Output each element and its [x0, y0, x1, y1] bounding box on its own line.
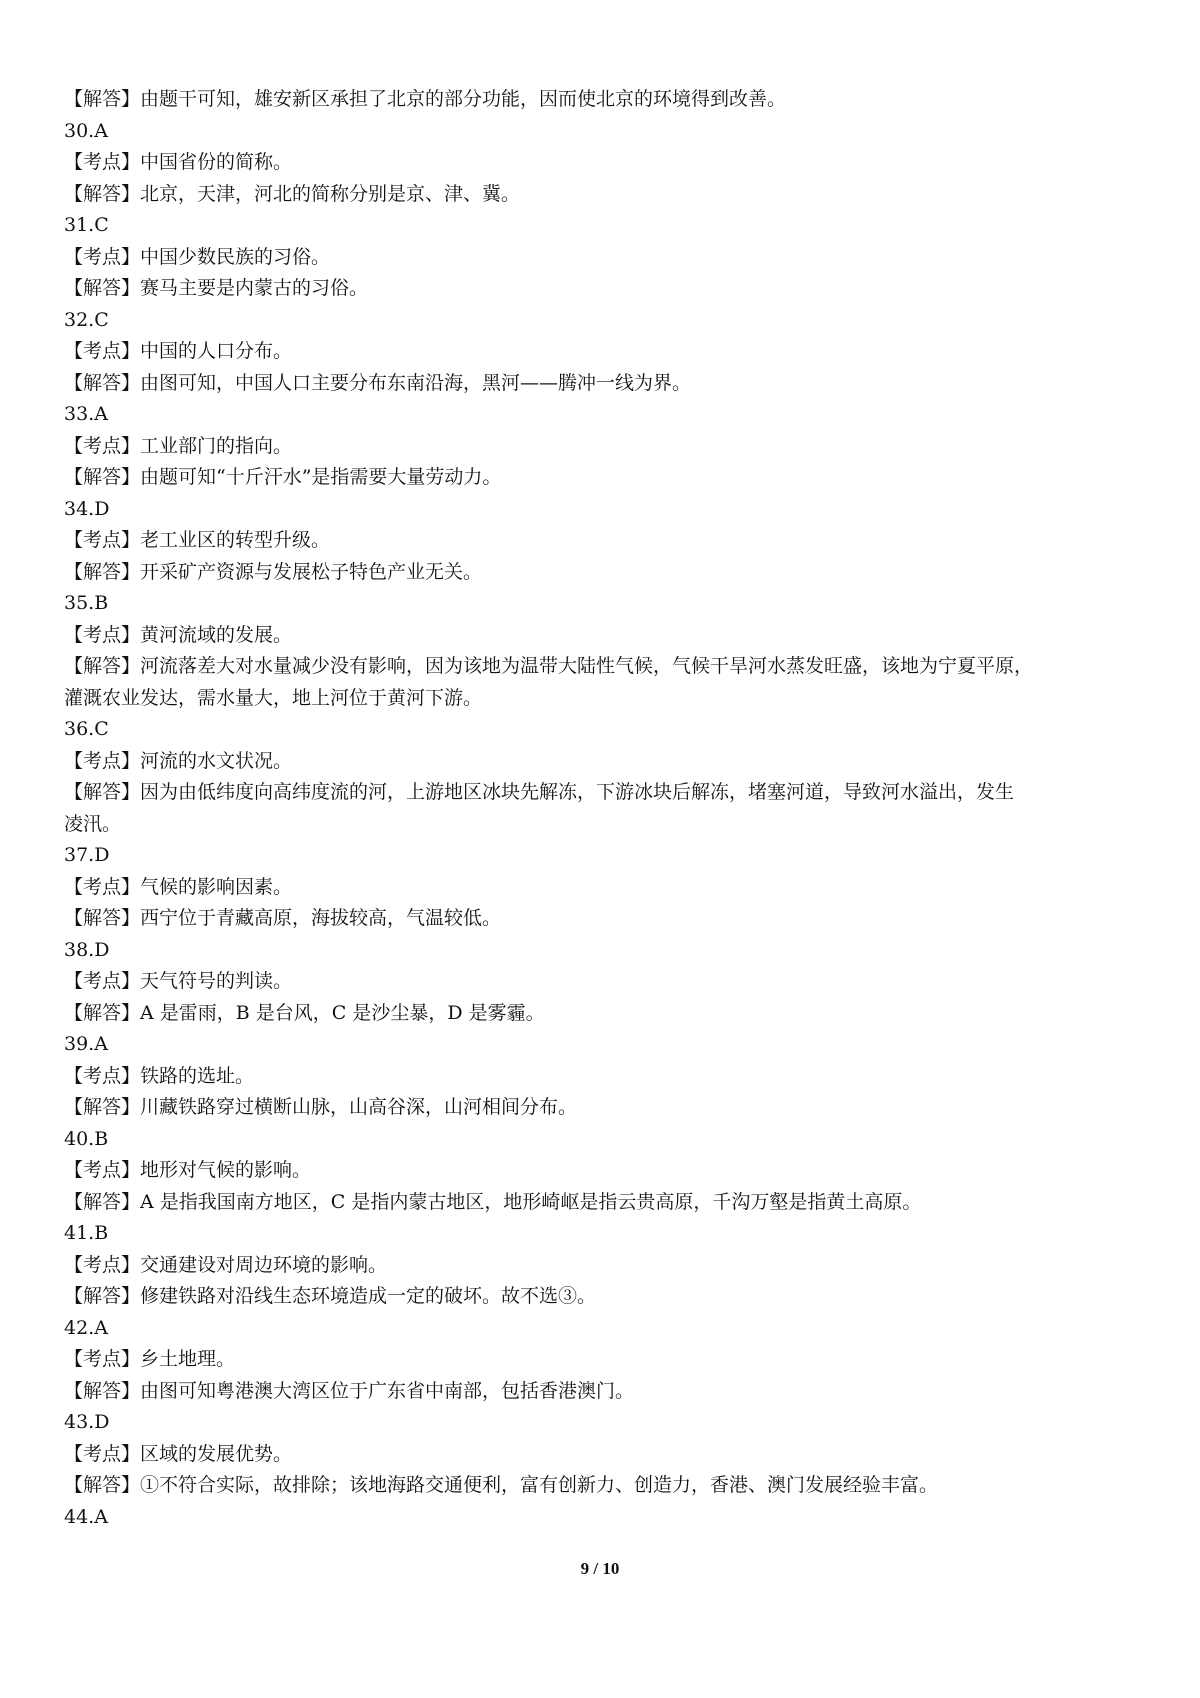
text-line: 【解答】A 是指我国南方地区，C 是指内蒙古地区，地形崎岖是指云贵高原，千沟万壑是指黄土高原。: [64, 1190, 922, 1213]
text-line: 【解答】由图可知粤港澳大湾区位于广东省中南部，包括香港澳门。: [64, 1379, 635, 1402]
text-line: 【考点】中国少数民族的习俗。: [64, 245, 331, 268]
answer-number: 44.A: [64, 1505, 108, 1528]
text-line: 【解答】由图可知，中国人口主要分布东南沿海，黑河——腾冲一线为界。: [64, 371, 692, 394]
answer-number: 30.A: [64, 119, 108, 142]
text-line: 【解答】河流落差大对水量减少没有影响，因为该地为温带大陆性气候，气候干旱河水蒸发旺盛，该地为宁夏平原，: [64, 655, 1034, 677]
text-line: 【考点】河流的水文状况。: [64, 749, 293, 772]
text-line: 【解答】川藏铁路穿过横断山脉，山高谷深，山河相间分布。: [64, 1096, 578, 1118]
text-line: 【考点】铁路的选址。: [64, 1064, 255, 1087]
text-line: 【解答】由题干可知，雄安新区承担了北京的部分功能，因而使北京的环境得到改善。: [64, 88, 787, 110]
text-line: 【考点】老工业区的转型升级。: [64, 529, 331, 551]
text-line: 【考点】黄河流域的发展。: [64, 623, 293, 646]
text-line: 【解答】因为由低纬度向高纬度流的河，上游地区冰块先解冻，下游冰块后解冻，堵塞河道，导致河水溢出，发生: [64, 781, 1015, 803]
answer-number: 32.C: [64, 308, 109, 331]
document-body: [64, 84, 1136, 1533]
text-line: 【解答】A 是雷雨，B 是台风，C 是沙尘暴，D 是雾霾。: [64, 1001, 545, 1024]
answer-number: 33.A: [64, 403, 108, 425]
text-line: 【解答】赛马主要是内蒙古的习俗。: [64, 277, 369, 299]
answer-number: 39.A: [64, 1033, 108, 1055]
text-line: 【考点】区域的发展优势。: [64, 1442, 293, 1465]
text-line: 【考点】乡土地理。: [64, 1348, 236, 1370]
text-line: 灌溉农业发达，需水量大，地上河位于黄河下游。: [64, 686, 483, 709]
answer-number: 37.D: [64, 844, 110, 866]
text-line: 【解答】修建铁路对沿线生态环境造成一定的破坏。故不选③。: [64, 1285, 597, 1307]
answer-number: 40.B: [64, 1127, 109, 1150]
answer-number: 43.D: [64, 1411, 110, 1433]
text-line: 【考点】中国的人口分布。: [64, 340, 293, 362]
answer-number: 31.C: [64, 214, 109, 236]
text-line: 【考点】工业部门的指向。: [64, 434, 293, 457]
page-number: 9 / 10: [580, 1559, 620, 1578]
text-line: 凌汛。: [64, 812, 122, 835]
text-line: 【考点】交通建设对周边环境的影响。: [64, 1253, 388, 1276]
answer-number: 38.D: [64, 938, 110, 961]
text-line: 【解答】北京，天津，河北的简称分别是京、津、冀。: [64, 182, 521, 205]
answer-number: 42.A: [64, 1316, 108, 1339]
text-line: 【解答】①不符合实际，故排除；该地海路交通便利，富有创新力、创造力，香港、澳门发展经验丰富。: [64, 1474, 939, 1496]
text-line: 【解答】开采矿产资源与发展松子特色产业无关。: [64, 560, 483, 583]
text-line: 【考点】地形对气候的影响。: [64, 1159, 312, 1181]
text-line: 【考点】天气符号的判读。: [64, 970, 293, 992]
text-line: 【解答】由题可知“十斤汗水”是指需要大量劳动力。: [64, 466, 502, 488]
text-line: 【考点】中国省份的简称。: [64, 151, 293, 173]
answer-number: 35.B: [64, 592, 109, 614]
text-line: 【解答】西宁位于青藏高原，海拔较高，气温较低。: [64, 907, 502, 929]
answer-number: 34.D: [64, 497, 110, 520]
answer-number: 36.C: [64, 718, 109, 740]
answer-number: 41.B: [64, 1222, 109, 1244]
text-line: 【考点】气候的影响因素。: [64, 875, 293, 898]
